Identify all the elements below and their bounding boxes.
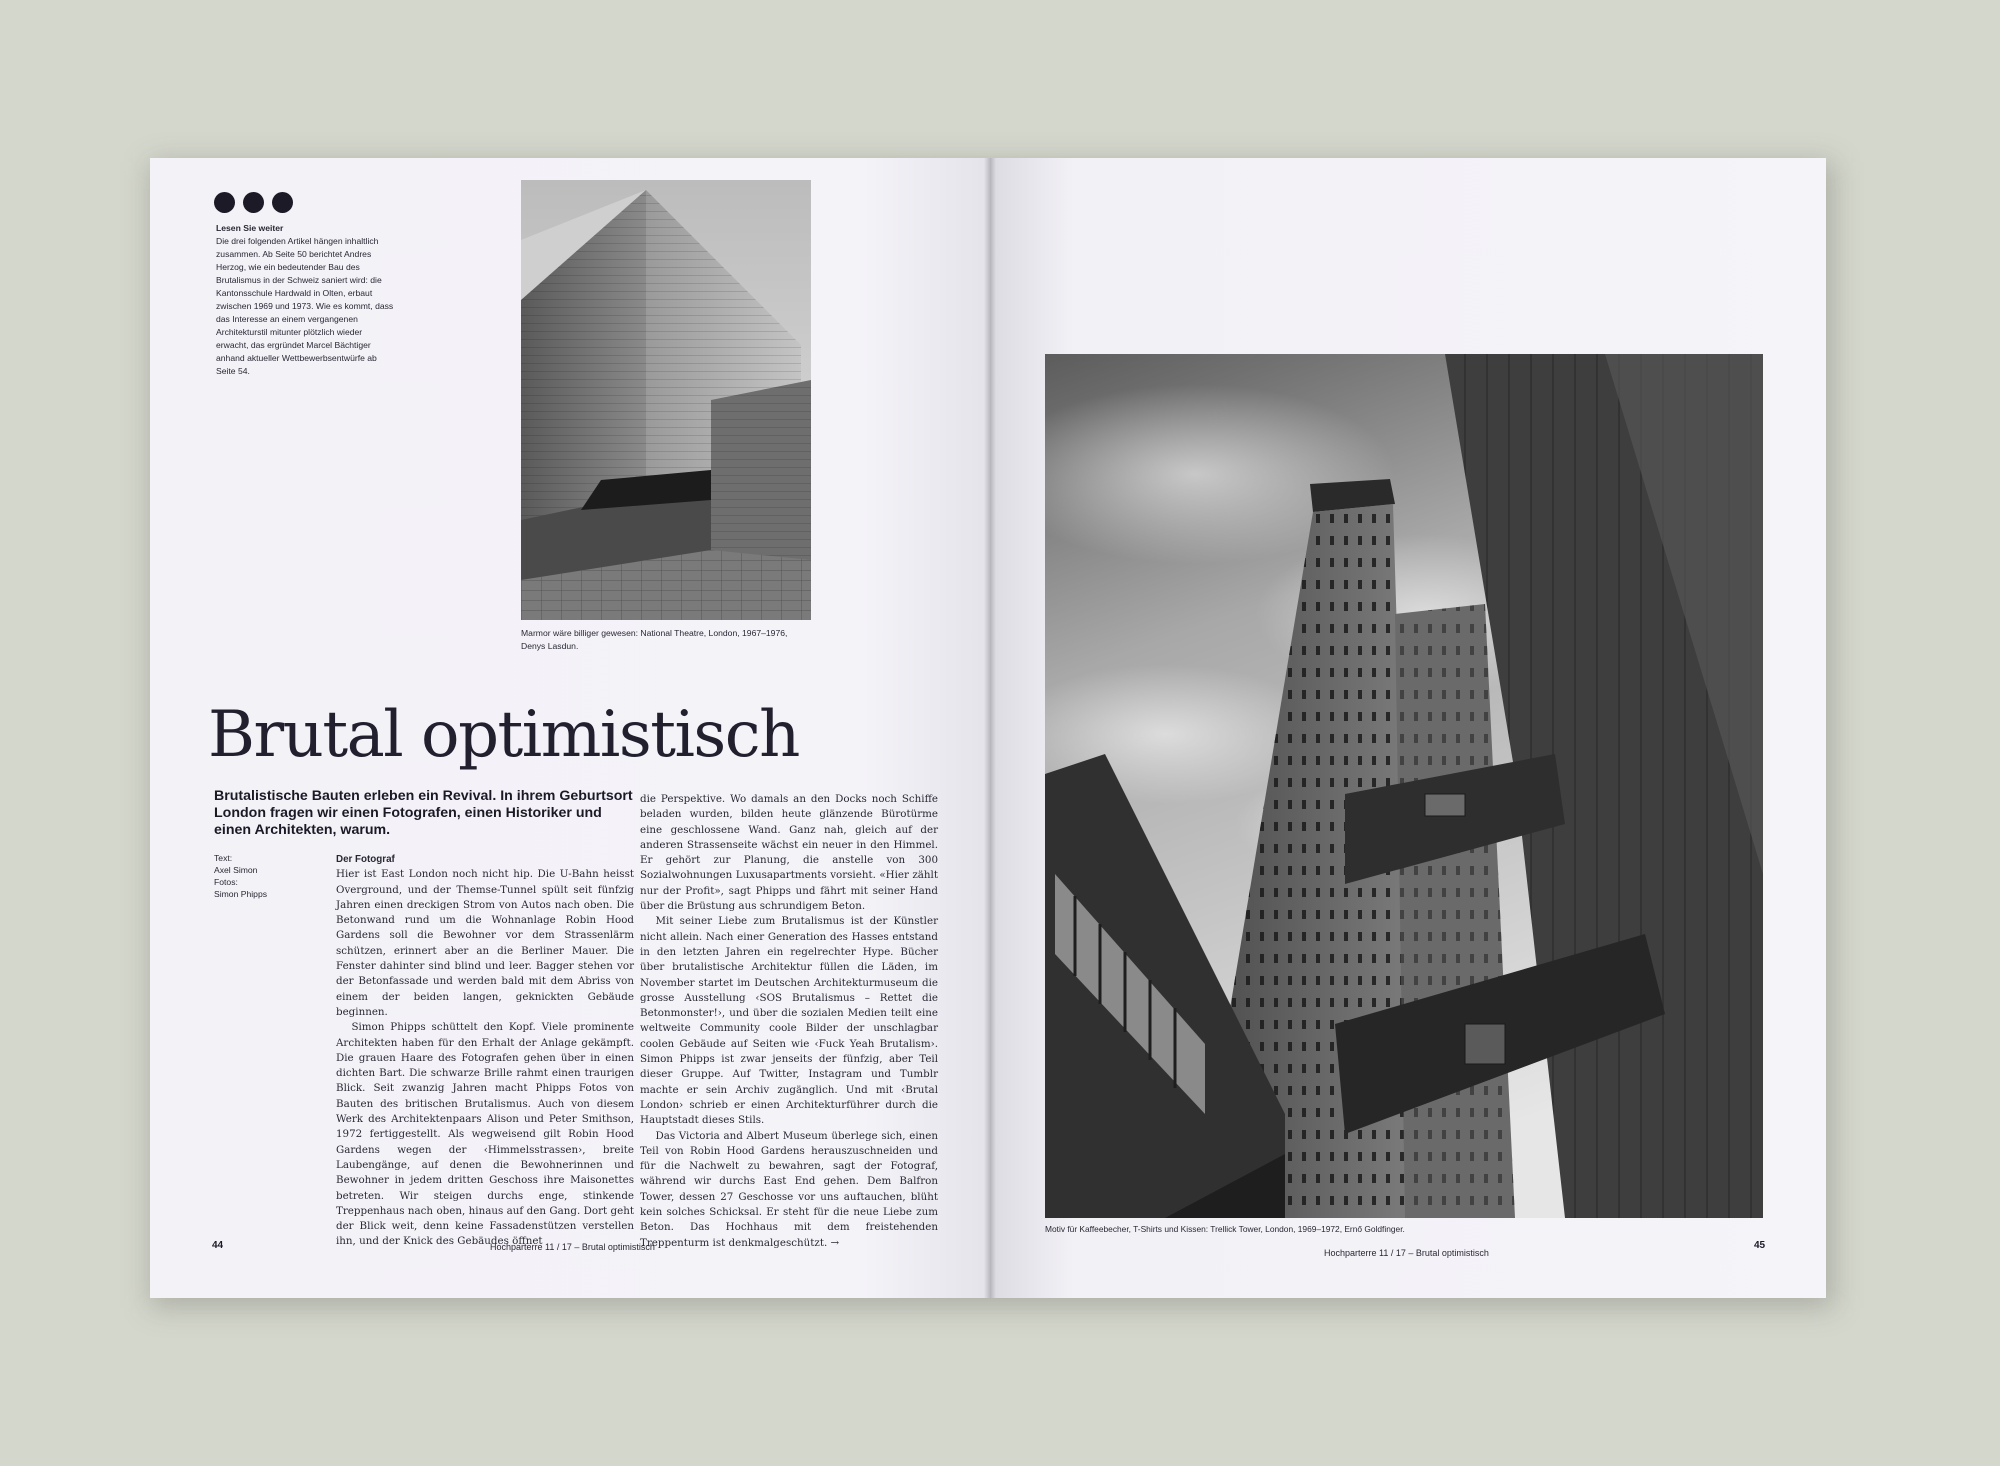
dot <box>243 192 264 213</box>
photo-caption: Marmor wäre billiger gewesen: National Theatre, London, 1967–1976, Denys Lasdun. <box>521 628 788 651</box>
running-head: Hochparterre 11 / 17 – Brutal optimistisch <box>1324 1248 1489 1258</box>
paragraph: Simon Phipps schüttelt den Kopf. Viele prominente Architekten haben für den Erhalt der Anlage gekämpft. Die grauen Haare des Fotografen gehen über in einen dichten Bart. Die schwarze Brille rahmt einen traurigen Blick. Seit zwanzig Jahren macht Phipps Fotos von Bauten des britischen Brutalismus. Auch von diesem Werk des Architektenpaars Alison und Peter Smithson, 1972 fertiggestellt. Als wegweisend gilt Robin Hood Gardens wegen der ‹Himmelsstrassen›, breite Laubengänge, auf denen die Bewohnerinnen und Bewohner in jedem dritten Geschoss ihre Maisonettes betreten. Wir steigen durchs enge, stinkende Treppenhaus nach oben, hinaus auf den Gang. Dort geht der Blick weit, denn keine Fassadenstützen verstellen ihn, und der Knick des Gebäudes öffnet <box>336 1021 634 1248</box>
article-lead: Brutalistische Bauten erleben ein Revival. In ihrem Geburtsort London fragen wir einen Fotografen, einen Historiker und einen Architekten, warum. <box>214 788 633 838</box>
sidebar-text: Die drei folgenden Artikel hängen inhaltlich zusammen. Ab Seite 50 berichtet Andres Herzog, wie ein bedeutender Bau des Brutalismus in der Schweiz saniert wird: die Kantonsschule Hardwald in Olten, erbaut zwischen 1969 und 1973. Wie es kommt, dass das Interesse an einem vergangenen Architekturstil mitunter plötzlich wieder erwacht, das ergründet Marcel Bächtiger anhand aktueller Wettbewerbsentwürfe ab Seite 54. <box>216 236 394 376</box>
paragraph: Mit seiner Liebe zum Brutalismus ist der Künstler nicht allein. Nach einer Generation des Hasses entstand in den letzten Jahren ein regelrechter Hype. Bücher über brutalistische Architektur füllen die Läden, im November startet im Deutschen Architekturmuseum die grosse Ausstellung ‹SOS Brutalismus – Rettet die Betonmonster!›, und über die sozialen Medien teilt eine weltweite Community coole Bilder der unschlagbar coolen Gebäude auf Seiten wie ‹Fuck Yeah Brutalism›. Simon Phipps ist zwar jenseits der fünfzig, aber Teil dieser Gruppe. Auf Twitter, Instagram und Tumblr machte er sein Archiv zugänglich. Und mit ‹Brutal London› schrieb er einen Architekturführer durch die Hauptstadt dieses Stils. <box>640 915 938 1127</box>
body-column-2 <box>640 792 938 1251</box>
right-page <box>990 158 1826 1298</box>
paragraph: Hier ist East London noch nicht hip. Die U-Bahn heisst Overground, und der Themse-Tunnel spült seit fünfzig Jahren einen dreckigen Strom von Autos nach oben. Die Betonwand rund um die Wohnanlage Robin Hood Gardens soll die Bewohner vor dem Strassenlärm schützen, erinnert aber an die Berliner Mauer. Die Fenster dahinter sind blind und leer. Bagger stehen vor der Betonfassade und werden bald mit dem Abriss von einem der beiden langen, geknickten Gebäude beginnen. <box>336 868 634 1018</box>
text-credit-author: Axel Simon <box>214 865 258 875</box>
text-credit-label: Text: <box>214 853 233 863</box>
body-column-1 <box>336 852 634 1250</box>
paragraph: die Perspektive. Wo damals an den Docks noch Schiffe beladen wurden, bilden heute glänzende Bürotürme eine geschlossene Wand. Ganz nah, gleich auf der anderen Strassenseite wächst ein neuer in den Himmel. Er gehört zur Planung, die anstelle von 300 Sozialwohnungen Luxusapartments vorsieht. «Hier zählt nur der Profit», sagt Phipps und fährt mit seiner Hand über die Brüstung aus schrundigem Beton. <box>640 793 938 913</box>
page-number: 44 <box>212 1240 224 1251</box>
photo-caption: Motiv für Kaffeebecher, T-Shirts und Kissen: Trellick Tower, London, 1969–1972, Ernő Goldfinger. <box>1045 1224 1405 1234</box>
article-credits <box>214 852 294 900</box>
photo-credit-author: Simon Phipps <box>214 889 268 899</box>
three-dots-icon <box>214 192 293 213</box>
sidebar-note <box>216 222 396 378</box>
article-headline: Brutal optimistisch <box>208 698 799 772</box>
left-page <box>150 158 990 1298</box>
page-number: 45 <box>1754 1240 1766 1251</box>
spine-gutter <box>984 158 996 1298</box>
sidebar-heading: Lesen Sie weiter <box>216 223 284 233</box>
running-head: Hochparterre 11 / 17 – Brutal optimistisch <box>490 1242 655 1252</box>
dot <box>272 192 293 213</box>
paragraph: Das Victoria and Albert Museum überlege sich, einen Teil von Robin Hood Gardens herauszuschneiden und für die Nachwelt zu bewahren, sagt der Fotograf, während wir durchs East End gehen. Dem Balfron Tower, dessen 27 Geschosse vor uns auftauchen, blüht kein solches Schicksal. Er steht für die neue Liebe zum Beton. Das Hochhaus mit dem freistehenden Treppenturm ist denkmalgeschützt. → <box>640 1129 938 1249</box>
photo-credit-label: Fotos: <box>214 877 238 887</box>
section-heading: Der Fotograf <box>336 854 395 865</box>
national-theatre-photo <box>521 180 811 620</box>
dot <box>214 192 235 213</box>
trellick-tower-photo <box>1045 354 1763 1218</box>
